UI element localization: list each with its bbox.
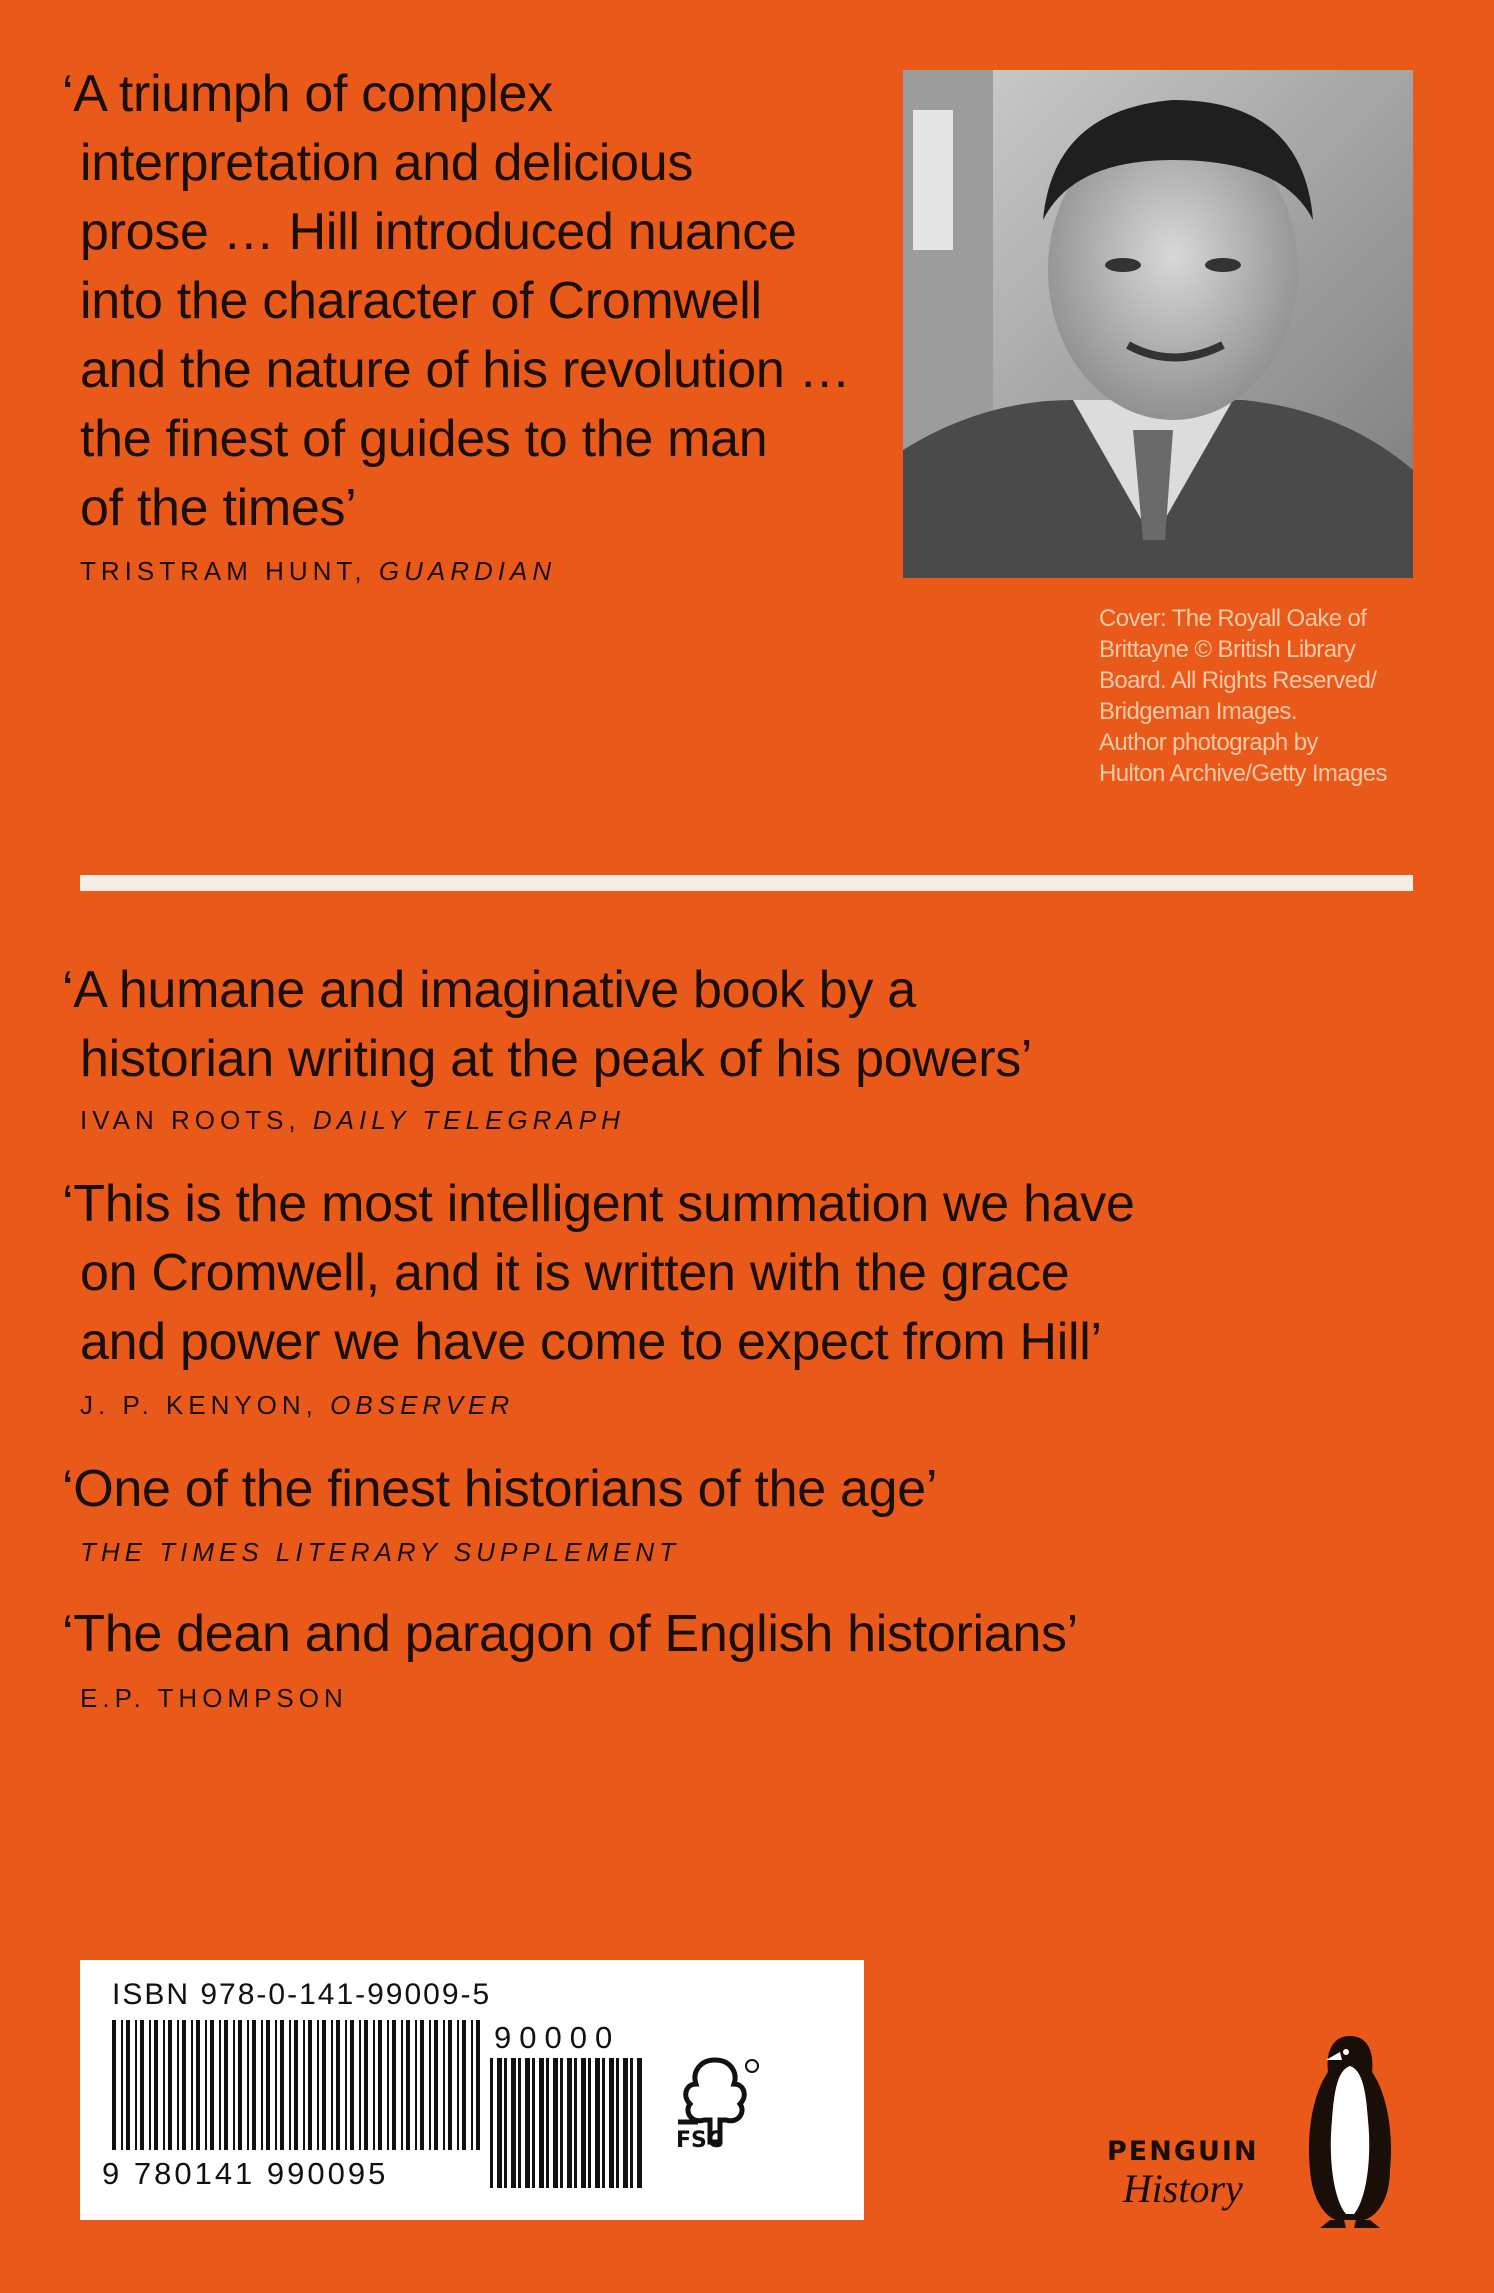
barcode-bar	[616, 2058, 619, 2188]
barcode-bar	[434, 2020, 438, 2150]
barcode-bar	[275, 2020, 277, 2150]
barcode-bar	[602, 2058, 605, 2188]
barcode-bar	[457, 2020, 459, 2150]
barcode-bar	[420, 2020, 424, 2150]
barcode-bar	[336, 2020, 340, 2150]
barcode-bar	[224, 2020, 228, 2150]
barcode-bar	[532, 2058, 535, 2188]
barcode-bar	[511, 2058, 516, 2188]
barcode-bar	[392, 2020, 396, 2150]
barcode-label	[80, 1960, 864, 2220]
cover-credits	[1099, 603, 1387, 789]
quote-line: prose … Hill introduced nuance	[80, 203, 797, 261]
quote-5-attribution	[80, 1683, 348, 1714]
barcode-bar	[429, 2020, 431, 2150]
barcode-bar	[219, 2020, 221, 2150]
barcode-bar	[588, 2058, 591, 2188]
quote-line: into the character of Cromwell	[80, 272, 762, 330]
imprint-series: History	[1122, 2166, 1243, 2211]
barcode-bar	[448, 2020, 452, 2150]
isbn-barcode	[112, 2020, 484, 2160]
quote-1-attribution	[80, 556, 556, 587]
quote-line: on Cromwell, and it is written with the grace	[80, 1244, 1070, 1302]
barcode-bar	[163, 2020, 165, 2150]
barcode-bar	[196, 2020, 200, 2150]
barcode-bar	[121, 2020, 123, 2150]
barcode-bar	[345, 2020, 347, 2150]
barcode-bar	[205, 2020, 207, 2150]
barcode-bar	[471, 2020, 473, 2150]
barcode-bar	[303, 2020, 305, 2150]
barcode-bar	[415, 2020, 417, 2150]
barcode-bar	[177, 2020, 179, 2150]
barcode-bar	[266, 2020, 270, 2150]
quote-line: ‘The dean and paragon of English historians’	[62, 1605, 1078, 1663]
barcode-bar	[406, 2020, 410, 2150]
quote-4-attribution	[80, 1537, 680, 1568]
quote-line: ‘This is the most intelligent summation we have	[62, 1175, 1135, 1233]
barcode-bar	[261, 2020, 263, 2150]
quote-line: ‘A humane and imaginative book by a	[62, 961, 916, 1019]
isbn-text: ISBN 978-0-141-99009-5	[112, 1978, 492, 2011]
barcode-bar	[252, 2020, 256, 2150]
barcode-bar	[373, 2020, 375, 2150]
barcode-bar	[364, 2020, 368, 2150]
barcode-bar	[581, 2058, 586, 2188]
barcode-bar	[401, 2020, 403, 2150]
barcode-bar	[126, 2020, 130, 2150]
barcode-bar	[350, 2020, 354, 2150]
quote-5	[62, 1600, 1078, 1669]
addon-barcode	[490, 2058, 642, 2198]
barcode-bar	[280, 2020, 284, 2150]
barcode-bar	[112, 2020, 116, 2150]
quote-line: the finest of guides to the man	[80, 410, 768, 468]
attribution-publication: DAILY TELEGRAPH	[312, 1105, 625, 1135]
barcode-bar	[378, 2020, 382, 2150]
quote-4	[62, 1455, 937, 1524]
barcode-bar	[525, 2058, 530, 2188]
credit-line: Hulton Archive/Getty Images	[1099, 760, 1387, 787]
credit-line: Bridgeman Images.	[1099, 698, 1297, 725]
quote-1	[62, 60, 850, 543]
barcode-digits: 9 780141 990095	[102, 2156, 389, 2191]
barcode-bar	[443, 2020, 445, 2150]
fsc-label: FSC	[676, 2128, 724, 2153]
barcode-bar	[387, 2020, 389, 2150]
barcode-bar	[553, 2058, 558, 2188]
barcode-bar	[331, 2020, 333, 2150]
addon-digits: 90000	[494, 2020, 621, 2055]
barcode-bar	[289, 2020, 291, 2150]
quote-3	[62, 1170, 1135, 1377]
quote-line: of the times’	[80, 479, 357, 537]
quote-line: ‘One of the finest historians of the age’	[62, 1460, 938, 1518]
barcode-bar	[560, 2058, 563, 2188]
imprint-brand: PENGUIN	[1107, 2136, 1259, 2167]
attribution-author: E.P. THOMPSON	[80, 1683, 348, 1713]
quote-line: ‘A triumph of complex	[62, 65, 553, 123]
quote-2-attribution	[80, 1105, 625, 1136]
barcode-bar	[504, 2058, 507, 2188]
barcode-bar	[595, 2058, 600, 2188]
barcode-bar	[462, 2020, 466, 2150]
barcode-bar	[322, 2020, 326, 2150]
barcode-bar	[140, 2020, 144, 2150]
barcode-bar	[154, 2020, 158, 2150]
barcode-bar	[168, 2020, 172, 2150]
attribution-publication: OBSERVER	[330, 1390, 515, 1420]
barcode-bar	[238, 2020, 242, 2150]
barcode-bar	[149, 2020, 151, 2150]
attribution-author: TRISTRAM HUNT,	[80, 556, 367, 586]
barcode-bar	[247, 2020, 249, 2150]
quote-line: and power we have come to expect from Hill’	[80, 1313, 1102, 1371]
attribution-author: J. P. KENYON,	[80, 1390, 318, 1420]
barcode-bar	[233, 2020, 235, 2150]
barcode-bar	[637, 2058, 642, 2188]
attribution-author: IVAN ROOTS,	[80, 1105, 301, 1135]
credit-line: Author photograph by	[1099, 729, 1318, 756]
quote-3-attribution	[80, 1390, 514, 1421]
quote-2	[62, 956, 1032, 1094]
barcode-bar	[623, 2058, 628, 2188]
author-photo-image	[903, 70, 1413, 578]
attribution-publication: THE TIMES LITERARY SUPPLEMENT	[80, 1537, 681, 1567]
credit-line: Brittayne © British Library	[1099, 636, 1356, 663]
barcode-bar	[567, 2058, 572, 2188]
barcode-bar	[490, 2058, 493, 2188]
barcode-bar	[518, 2058, 521, 2188]
barcode-bar	[308, 2020, 312, 2150]
barcode-bar	[191, 2020, 193, 2150]
credit-line: Cover: The Royall Oake of	[1099, 605, 1367, 632]
barcode-bar	[359, 2020, 361, 2150]
barcode-bar	[294, 2020, 298, 2150]
barcode-bar	[476, 2020, 480, 2150]
imprint	[1107, 2136, 1259, 2212]
barcode-bar	[609, 2058, 614, 2188]
divider-rule	[80, 875, 1413, 891]
barcode-bar	[539, 2058, 544, 2188]
credit-line: Board. All Rights Reserved/	[1099, 667, 1377, 694]
penguin-logo	[1300, 2030, 1400, 2230]
barcode-bar	[546, 2058, 549, 2188]
quote-line: and the nature of his revolution …	[80, 341, 851, 399]
attribution-publication: GUARDIAN	[378, 556, 557, 586]
quote-line: interpretation and delicious	[80, 134, 694, 192]
barcode-bar	[317, 2020, 319, 2150]
barcode-bar	[630, 2058, 633, 2188]
author-photo	[903, 70, 1413, 578]
quote-line: historian writing at the peak of his powers’	[80, 1030, 1033, 1088]
barcode-bar	[135, 2020, 137, 2150]
barcode-bar	[574, 2058, 577, 2188]
barcode-bar	[182, 2020, 186, 2150]
barcode-bar	[497, 2058, 502, 2188]
barcode-bar	[210, 2020, 214, 2150]
